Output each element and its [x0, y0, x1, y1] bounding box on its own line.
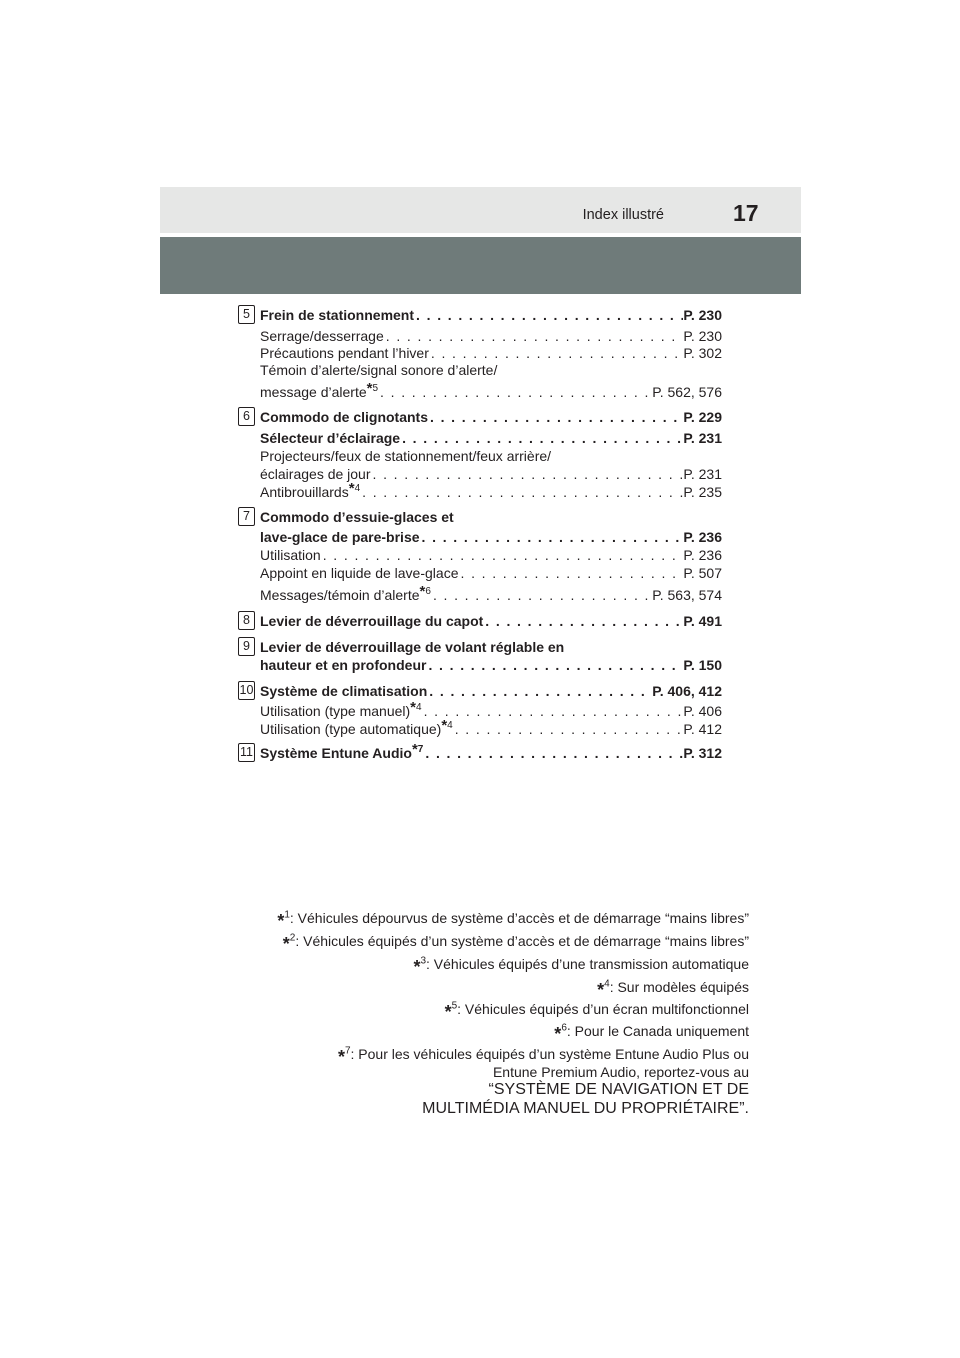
- entry-text: Projecteurs/feux de stationnement/feux arrière/: [260, 448, 552, 464]
- asterisk-mark: *: [411, 741, 418, 759]
- page-reference[interactable]: P. 406, 412: [652, 683, 722, 699]
- entry-label: Précautions pendant l’hiver: [260, 345, 429, 361]
- index-entry[interactable]: [260, 699, 722, 720]
- dot-leader: [414, 307, 683, 324]
- entry-label: Appoint en liquide de lave-glace: [260, 565, 459, 581]
- index-entry[interactable]: [260, 565, 722, 582]
- index-entry[interactable]: [260, 547, 722, 564]
- asterisk-mark: *: [441, 717, 448, 735]
- page-reference[interactable]: P. 235: [683, 484, 722, 500]
- footnote-continuation: “SYSTÈME DE NAVIGATION ET DE: [488, 1081, 749, 1098]
- entry-label: Messages/témoin d’alerte$^{*6}$: [260, 583, 431, 603]
- index-entry[interactable]: [260, 657, 722, 674]
- footnote-continuation: Entune Premium Audio, reportez-vous au: [492, 1064, 749, 1080]
- header-band: [160, 187, 801, 233]
- page-reference[interactable]: P. 562, 576: [652, 384, 722, 400]
- asterisk-mark: *: [282, 934, 290, 954]
- asterisk-mark: *: [337, 1047, 345, 1067]
- item-number-badge: 6: [238, 407, 255, 426]
- index-entry[interactable]: [260, 529, 722, 546]
- page-reference[interactable]: P. 412: [683, 721, 722, 737]
- entry-label: lave-glace de pare-brise: [260, 529, 420, 545]
- dot-leader: [371, 466, 684, 483]
- footnote-ref: *4: [410, 699, 422, 717]
- footnote: *$^7$: Pour les véhicules équipés d’un système Entune Audio Plus ou: [337, 1045, 749, 1067]
- page-reference[interactable]: P. 406: [683, 703, 722, 719]
- entry-label: Antibrouillards$^{*4}$: [260, 480, 361, 500]
- page-reference[interactable]: P. 312: [683, 745, 722, 761]
- asterisk-mark: *: [597, 980, 605, 1000]
- item-number-badge: 10: [238, 681, 255, 700]
- dot-leader: [426, 657, 683, 674]
- footnote-ref: *7: [411, 741, 424, 759]
- entry-label: Système Entune Audio$^{*7}$: [260, 741, 424, 761]
- dot-leader: [420, 529, 684, 546]
- page-reference[interactable]: P. 507: [683, 565, 722, 581]
- entry-label: Serrage/desserrage: [260, 328, 384, 344]
- page-reference[interactable]: P. 229: [683, 409, 722, 425]
- entry-label: Levier de déverrouillage du capot: [260, 613, 484, 629]
- entry-label: Utilisation: [260, 547, 321, 563]
- asterisk-mark: *: [554, 1024, 562, 1044]
- dot-leader: [483, 613, 683, 630]
- page-reference[interactable]: P. 150: [683, 657, 722, 673]
- entry-text: Levier de déverrouillage de volant réglable en: [260, 639, 565, 655]
- footnote-ref: *4: [441, 717, 453, 735]
- item-number-badge: 8: [238, 611, 255, 630]
- page-reference[interactable]: P. 302: [683, 345, 722, 361]
- asterisk-mark: *: [419, 583, 426, 601]
- item-number-badge: 7: [238, 507, 255, 526]
- index-entry[interactable]: [260, 583, 722, 604]
- dot-leader: [321, 547, 684, 564]
- section-title: Index illustré: [582, 207, 664, 223]
- footnote: *$^6$: Pour le Canada uniquement: [554, 1022, 749, 1044]
- dot-leader: [400, 430, 683, 447]
- entry-label: Utilisation (type automatique)$^{*4}$: [260, 717, 453, 737]
- index-entry[interactable]: [260, 613, 722, 630]
- footnote-number: 5: [451, 1000, 458, 1012]
- asterisk-mark: *: [444, 1002, 452, 1022]
- header-dark-band: [160, 237, 801, 294]
- index-entry[interactable]: [260, 480, 722, 501]
- entry-text: Commodo d’essuie-glaces et: [260, 509, 454, 525]
- index-entry[interactable]: [260, 466, 722, 483]
- dot-leader: [423, 745, 683, 762]
- asterisk-mark: *: [366, 380, 373, 398]
- footnote-number: 6: [561, 1022, 567, 1034]
- page-reference[interactable]: P. 563, 574: [652, 587, 722, 603]
- index-entry[interactable]: [260, 345, 722, 362]
- dot-leader: [378, 384, 652, 401]
- dot-leader: [427, 683, 652, 700]
- footnote-number: 7: [344, 1045, 351, 1057]
- dot-leader: [428, 409, 683, 426]
- dot-leader: [453, 721, 684, 738]
- entry-label: Utilisation (type manuel)$^{*4}$: [260, 699, 422, 719]
- dot-leader: [429, 345, 683, 362]
- page-reference[interactable]: P. 231: [683, 466, 722, 482]
- footnote-number: 2: [289, 932, 296, 944]
- asterisk-mark: *: [410, 699, 417, 717]
- index-entry[interactable]: [260, 328, 722, 345]
- index-entry[interactable]: [260, 380, 722, 401]
- entry-label: hauteur et en profondeur: [260, 657, 427, 673]
- footnote-number: 4: [604, 978, 610, 990]
- footnote-ref: *4: [348, 480, 361, 498]
- entry-text: Témoin d’alerte/signal sonore d’alerte/: [260, 362, 498, 378]
- footnote: *$^3$: Véhicules équipés d’une transmission automatique: [413, 955, 749, 977]
- footnote: *$^4$: Sur modèles équipés: [597, 978, 749, 1000]
- dot-leader: [384, 328, 684, 345]
- index-entry[interactable]: [260, 717, 722, 738]
- entry-label: Commodo de clignotants: [260, 409, 428, 425]
- page-reference[interactable]: P. 236: [683, 547, 722, 563]
- page-reference[interactable]: P. 491: [683, 613, 722, 629]
- footnote: *$^1$: Véhicules dépourvus de système d’accès et de démarrage “mains libres”: [277, 909, 749, 931]
- entry-label: message d’alerte$^{*5}$: [260, 380, 379, 400]
- entry-label: Frein de stationnement: [260, 307, 415, 323]
- asterisk-mark: *: [413, 957, 421, 977]
- footnote: *$^5$: Véhicules équipés d’un écran multifonctionnel: [444, 1000, 749, 1022]
- dot-leader: [360, 484, 683, 501]
- asterisk-mark: *: [277, 911, 285, 931]
- footnote: *$^2$: Véhicules équipés d’un système d’accès et de démarrage “mains libres”: [282, 932, 749, 954]
- dot-leader: [431, 587, 652, 604]
- page-reference[interactable]: P. 230: [683, 328, 722, 344]
- asterisk-mark: *: [348, 480, 355, 498]
- footnote-ref: *5: [366, 380, 379, 398]
- entry-label: Sélecteur d’éclairage: [260, 430, 401, 446]
- page-reference[interactable]: P. 230: [683, 307, 722, 323]
- index-entry[interactable]: [260, 683, 722, 700]
- footnote-number: 3: [420, 955, 427, 967]
- entry-label: éclairages de jour: [260, 466, 371, 482]
- footnote-ref: *6: [419, 583, 431, 601]
- entry-label: Système de climatisation: [260, 683, 428, 699]
- item-number-badge: 5: [238, 305, 255, 324]
- item-number-badge: 9: [238, 637, 255, 656]
- footnote-number: 1: [284, 909, 290, 921]
- dot-leader: [422, 703, 684, 720]
- dot-leader: [458, 565, 683, 582]
- index-entry[interactable]: [260, 741, 722, 762]
- page-reference[interactable]: P. 231: [683, 430, 722, 446]
- item-number-badge: 11: [238, 743, 255, 762]
- page-number: 17: [733, 200, 759, 226]
- footnote-continuation: MULTIMÉDIA MANUEL DU PROPRIÉTAIRE”.: [422, 1100, 749, 1117]
- page-reference[interactable]: P. 236: [683, 529, 722, 545]
- index-entry[interactable]: [260, 307, 722, 324]
- index-entry[interactable]: [260, 430, 722, 447]
- index-entry[interactable]: [260, 409, 722, 426]
